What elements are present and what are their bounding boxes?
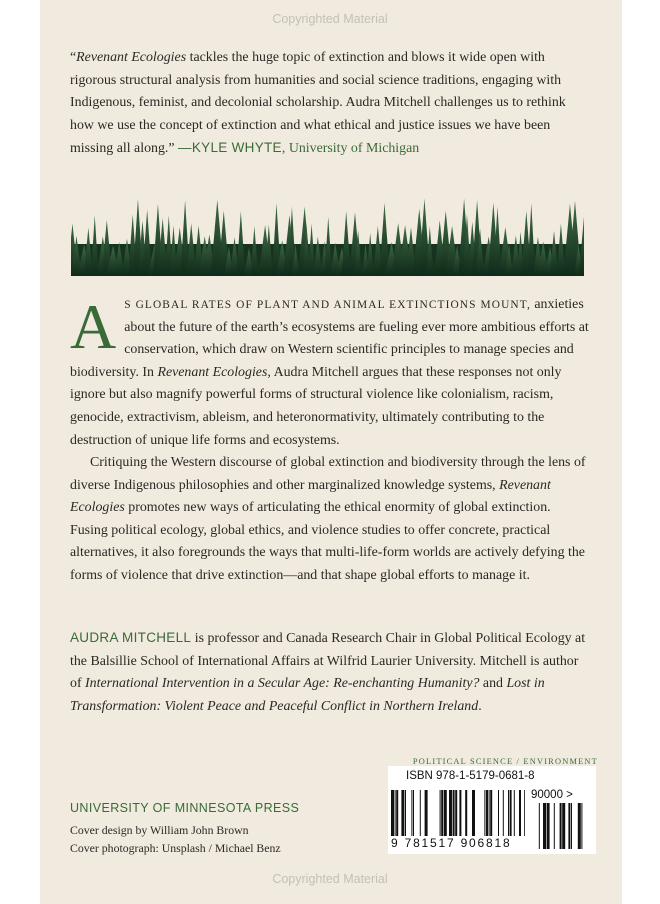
- barcode-bar: [396, 790, 398, 836]
- barcode-bar: [472, 790, 475, 836]
- barcode-bar: [578, 803, 581, 849]
- barcode-bar: [524, 790, 525, 836]
- bio-book-2: Lost in Transformation: Violent Peace and Peaceful Conflict in Northern Ireland: [70, 676, 545, 714]
- author-name: AUDRA MITCHELL: [70, 630, 192, 645]
- barcode-bar: [484, 790, 485, 836]
- conifer-tree: [342, 211, 351, 276]
- barcode-bar: [395, 790, 396, 836]
- p1-part2: Audra Mitchell argues that these responses not only ignore but also magnify powerful forms of structural violence like colonialism, racism, genocide, extractivism, ableism, and heteronormativity, ultimately contributing to the destruction of unique life forms and ecosystems.: [70, 364, 562, 448]
- barcode-bar: [489, 790, 490, 836]
- description-paragraph-1: [70, 291, 590, 452]
- isbn-barcode: [388, 766, 596, 854]
- barcode-bar: [498, 790, 499, 836]
- barcode-bar: [425, 790, 428, 836]
- barcode-bar: [401, 790, 404, 836]
- barcode-bar: [444, 790, 447, 836]
- barcode-bar: [562, 803, 565, 849]
- barcode-bars-addon: [531, 803, 591, 849]
- quote-open-mark: “: [70, 50, 77, 65]
- p1-book-title: Revenant Ecologies,: [157, 364, 271, 380]
- barcode-bar: [508, 790, 509, 836]
- endorsement-quote: [70, 47, 590, 161]
- barcode-bar: [539, 803, 540, 849]
- price-addon-code: 90000 >: [531, 789, 573, 801]
- barcode-bar: [568, 803, 570, 849]
- barcode-bar: [420, 790, 421, 836]
- quote-text: tackles the huge topic of extinction and blows it wide open with rigorous structural analysis from humanities and social science traditions, engaging with Indigenous, feminist, and decolonial scholarship. Audra Mitchell challenges us to rethink how we use the concept of extinction and what ethical and justice issues we have been missing all along.”: [70, 50, 566, 157]
- barcode-bar: [543, 803, 546, 849]
- forest-treeline-illustration: [71, 192, 584, 276]
- p2-part1: Critiquing the Western discourse of global extinction and biodiversity through the lens of diverse Indigenous philosophies and other marginalized knowledge systems,: [70, 455, 586, 493]
- p2-part2: promotes new ways of articulating the ethical enormity of global extinction. Fusing political ecology, global ethics, and violence studies to offer concrete, practical alternatives, it also foregrounds the ways that multi-life-form worlds are actively defying the forms of violence that drive extinction—and that shape global efforts to manage it.: [70, 500, 585, 583]
- bio-text-1: is professor and Canada Research Chair in Global Political Ecology at the Balsillie School of International Affairs at Wilfrid Laurier University. Mitchell is author of: [70, 631, 586, 692]
- conifer-tree: [527, 203, 535, 276]
- quote-dash: —: [178, 140, 192, 156]
- barcode-bar: [510, 790, 512, 836]
- barcode-bar: [571, 803, 572, 849]
- barcode-bar: [441, 790, 443, 836]
- watermark-bottom-text: Copyrighted Material: [272, 872, 388, 886]
- barcode-bar: [514, 790, 515, 836]
- bio-text-3: .: [478, 698, 482, 714]
- barcode-digits: 9 781517 906818: [391, 836, 512, 850]
- quote-attribution-name: KYLE WHYTE: [191, 140, 282, 156]
- barcode-bar: [503, 790, 504, 836]
- bio-text-2: and: [479, 676, 507, 692]
- isbn-number: ISBN 978-1-5179-0681-8: [406, 770, 535, 782]
- author-bio: [70, 627, 590, 718]
- cover-photo-credit: Cover photograph: Unsplash / Michael Benz: [70, 841, 281, 855]
- barcode-bar: [455, 790, 457, 836]
- watermark-top-text: Copyrighted Material: [272, 12, 388, 26]
- barcode-bar: [453, 790, 455, 836]
- barcode-bar: [459, 790, 461, 836]
- quote-attribution-affiliation: , University of Michigan: [281, 141, 420, 157]
- barcode-bar: [440, 790, 441, 836]
- barcode-bar: [560, 803, 562, 849]
- subject-category: POLITICAL SCIENCE / ENVIRONMENT: [412, 757, 598, 766]
- p2-book-title: Revenant Ecologies: [70, 477, 551, 516]
- conifer-tree: [236, 211, 245, 276]
- barcode-bar: [411, 790, 412, 836]
- publisher-name: UNIVERSITY OF MINNESOTA PRESS: [70, 801, 300, 815]
- barcode-bar: [519, 790, 521, 836]
- drop-cap: A: [70, 291, 117, 362]
- barcode-bar: [490, 790, 492, 836]
- barcode-bar: [554, 803, 555, 849]
- barcode-bar: [449, 790, 452, 836]
- barcode-bar: [581, 803, 582, 849]
- p1-part1: anxieties about the future of the earth’s ecosystems are fueling ever more ambitious efforts at conservation, which draw on Western scientific principles to manage species and biodiversity. In: [70, 297, 589, 380]
- quote-book-title: Revenant Ecologies: [76, 50, 187, 65]
- description-paragraph-2: [70, 452, 590, 588]
- bio-book-1: International Intervention in a Secular Age: Re-enchanting Humanity?: [85, 676, 480, 692]
- cover-design-credit: Cover design by William John Brown: [70, 823, 249, 837]
- barcode-bars-main: [391, 790, 525, 836]
- lead-smallcaps: S GLOBAL RATES OF PLANT AND ANIMAL EXTINCTIONS MOUNT,: [124, 299, 531, 311]
- barcode-bar: [547, 803, 550, 849]
- barcode-bar: [391, 790, 394, 836]
- barcode-bar: [405, 790, 406, 836]
- barcode-bar: [413, 790, 414, 836]
- barcode-bar: [486, 790, 488, 836]
- barcode-bar: [465, 790, 467, 836]
